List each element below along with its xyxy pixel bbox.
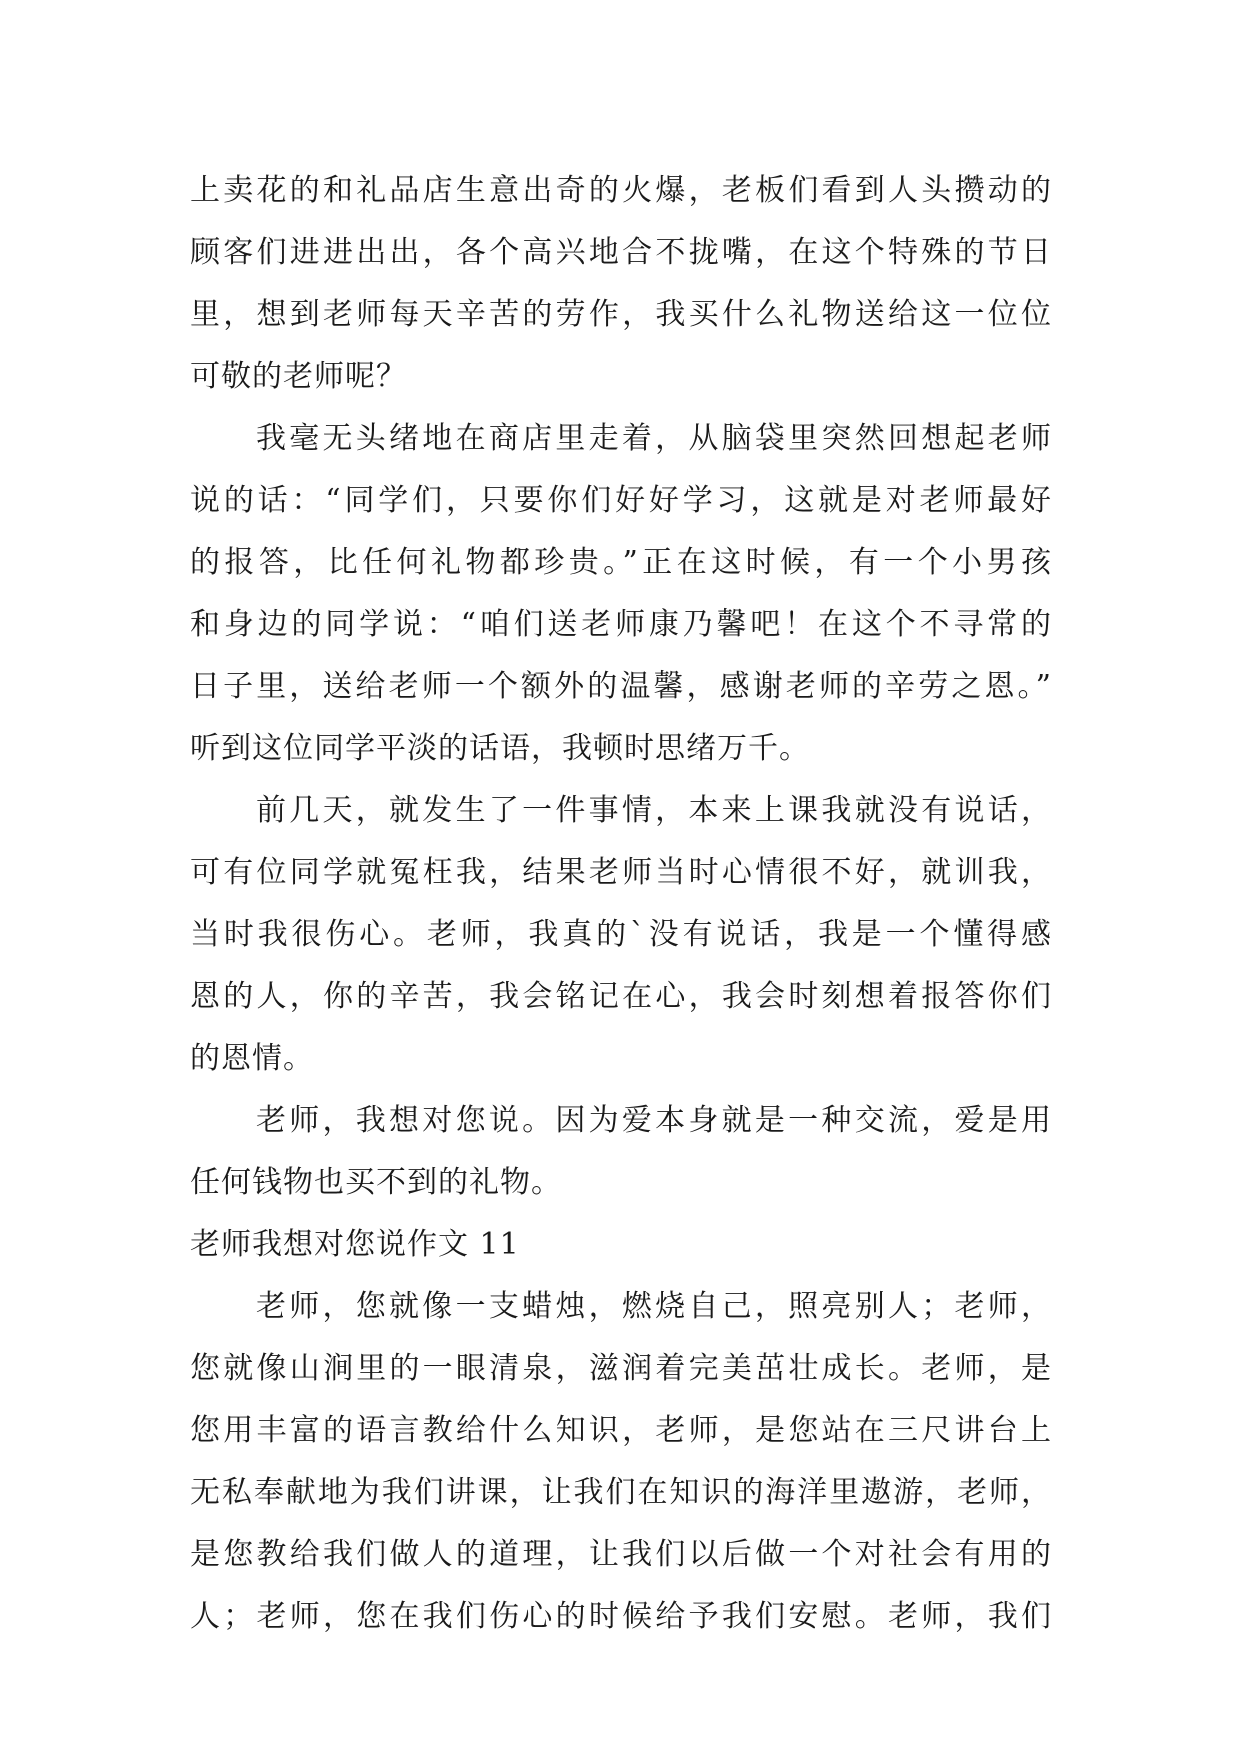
text-line: 老师，您就像一支蜡烛，燃烧自己，照亮别人；老师， [256, 1289, 1052, 1324]
section-title: 老师我想对您说作文 11 [190, 1227, 520, 1262]
text-line: 是您教给我们做人的道理，让我们以后做一个对社会有用的 [190, 1537, 1052, 1572]
text-line: 任何钱物也买不到的礼物。 [190, 1165, 562, 1200]
text-line: 前几天，就发生了一件事情，本来上课我就没有说话， [256, 793, 1052, 828]
text-line: 恩的人，你的辛苦，我会铭记在心，我会时刻想着报答你们 [190, 979, 1052, 1014]
text-line: 可有位同学就冤枉我，结果老师当时心情很不好，就训我， [190, 855, 1052, 890]
text-line: 我毫无头绪地在商店里走着，从脑袋里突然回想起老师 [256, 421, 1052, 456]
paragraph-4 [190, 1090, 1052, 1214]
text-line: 日子里，送给老师一个额外的温馨，感谢老师的辛劳之恩。” [190, 669, 1052, 704]
paragraph-2 [190, 408, 1052, 780]
paragraph-3 [190, 780, 1052, 1090]
text-line: 和身边的同学说：“咱们送老师康乃馨吧！在这个不寻常的 [190, 607, 1052, 642]
text-line: 说的话：“同学们，只要你们好好学习，这就是对老师最好 [190, 483, 1052, 518]
text-line: 里，想到老师每天辛苦的劳作，我买什么礼物送给这一位位 [190, 297, 1052, 332]
text-line: 的恩情。 [190, 1041, 314, 1076]
text-line: 顾客们进进出出，各个高兴地合不拢嘴，在这个特殊的节日 [190, 235, 1052, 270]
text-line: 上卖花的和礼品店生意出奇的火爆，老板们看到人头攒动的 [190, 173, 1052, 208]
text-line: 您就像山涧里的一眼清泉，滋润着完美茁壮成长。老师，是 [190, 1351, 1052, 1386]
text-line: 您用丰富的语言教给什么知识，老师，是您站在三尺讲台上 [190, 1413, 1052, 1448]
text-line: 人；老师，您在我们伤心的时候给予我们安慰。老师，我们 [190, 1599, 1052, 1634]
text-line: 的报答，比任何礼物都珍贵。”正在这时候，有一个小男孩 [190, 545, 1052, 580]
text-line: 可敬的老师呢？ [190, 359, 407, 394]
text-line: 老师，我想对您说。因为爱本身就是一种交流，爱是用 [256, 1103, 1052, 1138]
text-line: 无私奉献地为我们讲课，让我们在知识的海洋里遨游，老师， [190, 1475, 1052, 1510]
paragraph-1 [190, 160, 1052, 408]
text-line: 听到这位同学平淡的话语，我顿时思绪万千。 [190, 731, 810, 766]
text-line: 当时我很伤心。老师，我真的`没有说话，我是一个懂得感 [190, 917, 1052, 952]
document-page [190, 160, 1052, 1648]
section-paragraph-1 [190, 1276, 1052, 1648]
